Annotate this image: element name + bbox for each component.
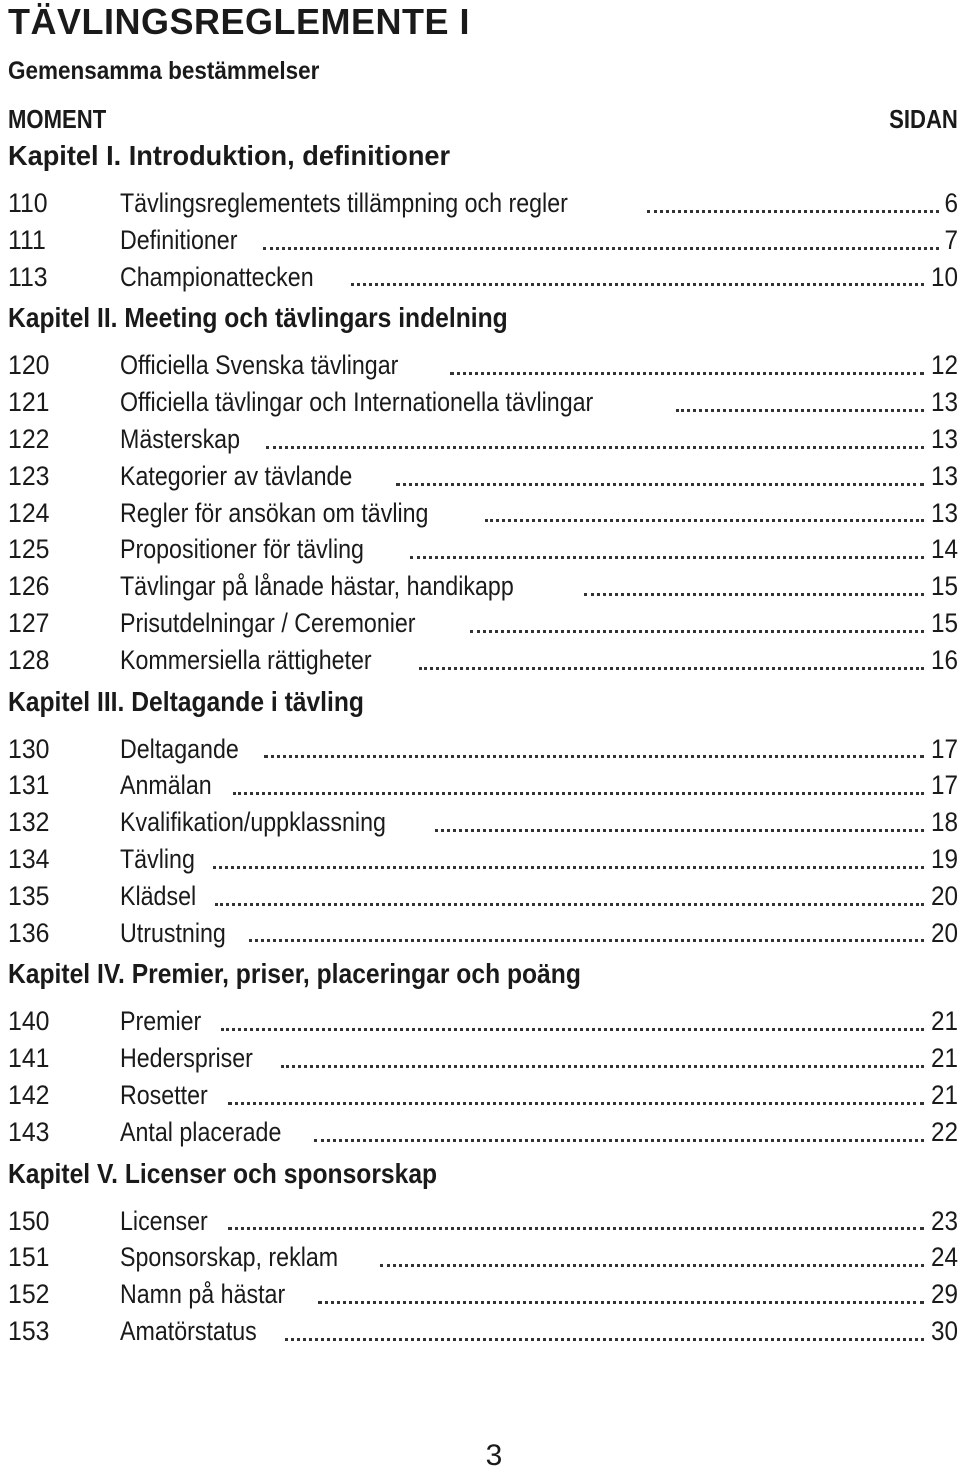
entry-number: 141 [8, 1043, 50, 1074]
entry-page: 12 [930, 350, 958, 381]
chapter-title: Kapitel I. Introduktion, definitioner [8, 140, 451, 171]
entry-page: 15 [930, 607, 958, 638]
dot-leader [435, 827, 924, 832]
dot-leader [233, 790, 924, 795]
entry-label: Regler för ansökan om tävling [120, 497, 429, 528]
column-header-moment: MOMENT [8, 104, 107, 134]
dot-leader [213, 864, 924, 869]
entry-number: 136 [8, 917, 50, 948]
entry-line [120, 458, 958, 495]
toc-entry[interactable] [8, 347, 958, 384]
entry-page: 20 [930, 917, 958, 948]
dot-leader [380, 1262, 924, 1267]
dot-leader [351, 281, 924, 286]
entry-number: 123 [8, 460, 50, 491]
entry-page: 10 [930, 261, 958, 292]
toc-entry[interactable] [8, 185, 958, 222]
entry-number: 121 [8, 387, 50, 418]
dot-leader [264, 753, 924, 758]
dot-leader [419, 665, 924, 670]
entry-label: Prisutdelningar / Ceremonier [120, 607, 416, 638]
dot-leader [410, 554, 924, 559]
page-number: 3 [485, 1439, 503, 1472]
entry-line [120, 1313, 958, 1350]
entry-page: 19 [930, 843, 958, 874]
dot-leader [281, 1063, 924, 1068]
dot-leader [314, 1137, 924, 1142]
toc-entry[interactable] [8, 1203, 958, 1240]
entry-page: 13 [930, 387, 958, 418]
toc-entry[interactable] [8, 1276, 958, 1313]
dot-leader [450, 370, 924, 375]
entry-label: Utrustning [120, 917, 226, 948]
dot-leader [228, 1100, 924, 1105]
toc-entry[interactable] [8, 1003, 958, 1040]
entry-page: 13 [930, 497, 958, 528]
entry-number: 152 [8, 1279, 50, 1310]
dot-leader [396, 481, 924, 486]
entry-label: Tävlingsreglementets tillämpning och regler [120, 188, 568, 218]
entry-line [120, 1114, 958, 1151]
entry-number: 130 [8, 733, 50, 764]
toc-entry[interactable] [8, 222, 958, 259]
entry-label: Definitioner [120, 224, 238, 255]
entry-line [120, 731, 958, 768]
dot-leader [584, 591, 924, 596]
entry-line [120, 878, 958, 915]
toc-entry[interactable] [8, 259, 958, 296]
entry-number: 113 [8, 261, 48, 292]
entry-label: Tävlingar på lånade hästar, handikapp [120, 571, 514, 602]
chapter-entries [8, 185, 958, 295]
entry-page: 15 [930, 571, 958, 602]
entry-line [120, 767, 958, 804]
toc-entry[interactable] [8, 1077, 958, 1114]
entry-label: Propositioner för tävling [120, 534, 364, 565]
toc-entry[interactable] [8, 384, 958, 421]
toc-entry[interactable] [8, 642, 958, 679]
chapter-entries [8, 731, 958, 952]
entry-page: 14 [930, 534, 958, 565]
entry-label: Hederspriser [120, 1043, 253, 1074]
entry-label: Kvalifikation/uppklassning [120, 807, 386, 838]
entry-number: 125 [8, 534, 50, 565]
entry-line [120, 1276, 958, 1313]
entry-label: Rosetter [120, 1079, 208, 1110]
column-header-sidan: SIDAN [889, 104, 958, 134]
dot-leader [249, 937, 924, 942]
entry-label: Antal placerade [120, 1116, 282, 1147]
entry-label: Namn på hästar [120, 1279, 286, 1310]
document-title: TÄVLINGSREGLEMENTE I [8, 1, 471, 42]
entry-number: 111 [8, 224, 46, 255]
entry-line [120, 568, 958, 605]
toc-entry[interactable] [8, 841, 958, 878]
entry-number: 140 [8, 1006, 50, 1037]
toc-entry[interactable] [8, 421, 958, 458]
entry-line [120, 915, 958, 952]
toc-chapter [8, 686, 958, 952]
toc-entry[interactable] [8, 531, 958, 568]
dot-leader [647, 208, 939, 213]
entry-page: 17 [930, 770, 958, 801]
chapter-title: Kapitel II. Meeting och tävlingars indelning [8, 302, 508, 334]
entry-line [120, 605, 958, 642]
entry-line [120, 1040, 958, 1077]
toc-entry[interactable] [8, 1040, 958, 1077]
entry-line [120, 384, 958, 421]
entry-label: Anmälan [120, 770, 212, 801]
entry-line [120, 642, 958, 679]
entry-page: 13 [930, 423, 958, 454]
entry-page: 13 [930, 460, 958, 491]
entry-page: 21 [930, 1043, 958, 1074]
chapter-entries [8, 1003, 958, 1150]
entry-number: 135 [8, 880, 50, 911]
entry-page: 21 [930, 1079, 958, 1110]
entry-label: Sponsorskap, reklam [120, 1242, 339, 1273]
entry-line [120, 1239, 958, 1276]
entry-page: 20 [930, 880, 958, 911]
entry-page: 29 [930, 1279, 958, 1310]
entry-page: 22 [930, 1116, 958, 1147]
toc-chapter [8, 302, 958, 678]
toc-entry[interactable] [8, 915, 958, 952]
entry-label: Championattecken [120, 261, 314, 292]
entry-page: 16 [930, 644, 958, 675]
entry-label: Mästerskap [120, 423, 241, 454]
entry-line [120, 1003, 958, 1040]
entry-page: 17 [930, 733, 958, 764]
entry-number: 126 [8, 571, 50, 602]
entry-number: 151 [8, 1242, 50, 1273]
entry-line [120, 347, 958, 384]
dot-leader [215, 901, 924, 906]
entry-line [120, 259, 958, 296]
entry-number: 110 [8, 188, 48, 218]
chapter-title: Kapitel V. Licenser och sponsorskap [8, 1157, 438, 1189]
document-subtitle: Gemensamma bestämmelser [8, 57, 320, 85]
entry-number: 132 [8, 807, 50, 838]
entry-page: 24 [930, 1242, 958, 1273]
toc-entry[interactable] [8, 458, 958, 495]
toc-chapter [8, 140, 958, 295]
dot-leader [285, 1336, 924, 1341]
entry-line [120, 1077, 958, 1114]
dot-leader [470, 628, 924, 633]
toc-entry[interactable] [8, 495, 958, 532]
entry-line [120, 222, 958, 259]
dot-leader [318, 1299, 924, 1304]
toc-entry[interactable] [8, 568, 958, 605]
entry-number: 127 [8, 607, 50, 638]
dot-leader [221, 1026, 924, 1031]
entry-label: Klädsel [120, 880, 197, 911]
toc-chapter [8, 1158, 958, 1350]
entry-line [120, 421, 958, 458]
dot-leader [676, 407, 924, 412]
dot-leader [228, 1225, 924, 1230]
entry-label: Premier [120, 1006, 202, 1037]
entry-label: Deltagande [120, 733, 239, 764]
toc-entry[interactable] [8, 731, 958, 768]
chapter-entries [8, 347, 958, 678]
entry-line [120, 1203, 958, 1240]
entry-line [120, 804, 958, 841]
entry-number: 131 [8, 770, 50, 801]
toc-entry[interactable] [8, 1313, 958, 1350]
entry-line [120, 531, 958, 568]
entry-page: 23 [930, 1205, 958, 1236]
entry-number: 143 [8, 1116, 50, 1147]
entry-label: Amatörstatus [120, 1315, 257, 1346]
toc-entry[interactable] [8, 767, 958, 804]
toc-entry[interactable] [8, 878, 958, 915]
entry-number: 150 [8, 1205, 50, 1236]
entry-page: 18 [930, 807, 958, 838]
entry-number: 153 [8, 1315, 50, 1346]
entry-number: 120 [8, 350, 50, 381]
entry-page: 30 [930, 1315, 958, 1346]
entry-number: 128 [8, 644, 50, 675]
entry-label: Officiella Svenska tävlingar [120, 350, 399, 381]
entry-label: Tävling [120, 843, 195, 874]
entry-page: 21 [930, 1006, 958, 1037]
table-of-contents [8, 140, 958, 1350]
entry-label: Officiella tävlingar och Internationella tävlingar [120, 387, 594, 418]
entry-number: 134 [8, 843, 50, 874]
entry-label: Licenser [120, 1205, 208, 1236]
entry-number: 142 [8, 1079, 50, 1110]
entry-page: 7 [944, 224, 958, 255]
chapter-title: Kapitel IV. Premier, priser, placeringar och poäng [8, 958, 581, 990]
toc-entry[interactable] [8, 1114, 958, 1151]
dot-leader [266, 444, 924, 449]
entry-line [120, 185, 958, 222]
chapter-title: Kapitel III. Deltagande i tävling [8, 685, 364, 717]
entry-line [120, 495, 958, 532]
chapter-entries [8, 1203, 958, 1350]
toc-entry[interactable] [8, 1239, 958, 1276]
entry-label: Kategorier av tävlande [120, 460, 353, 491]
entry-page: 6 [944, 188, 958, 218]
toc-entry[interactable] [8, 605, 958, 642]
dot-leader [485, 517, 924, 522]
entry-line [120, 841, 958, 878]
toc-chapter [8, 958, 958, 1150]
entry-number: 122 [8, 423, 50, 454]
entry-label: Kommersiella rättigheter [120, 644, 372, 675]
toc-entry[interactable] [8, 804, 958, 841]
entry-number: 124 [8, 497, 50, 528]
dot-leader [263, 245, 939, 250]
